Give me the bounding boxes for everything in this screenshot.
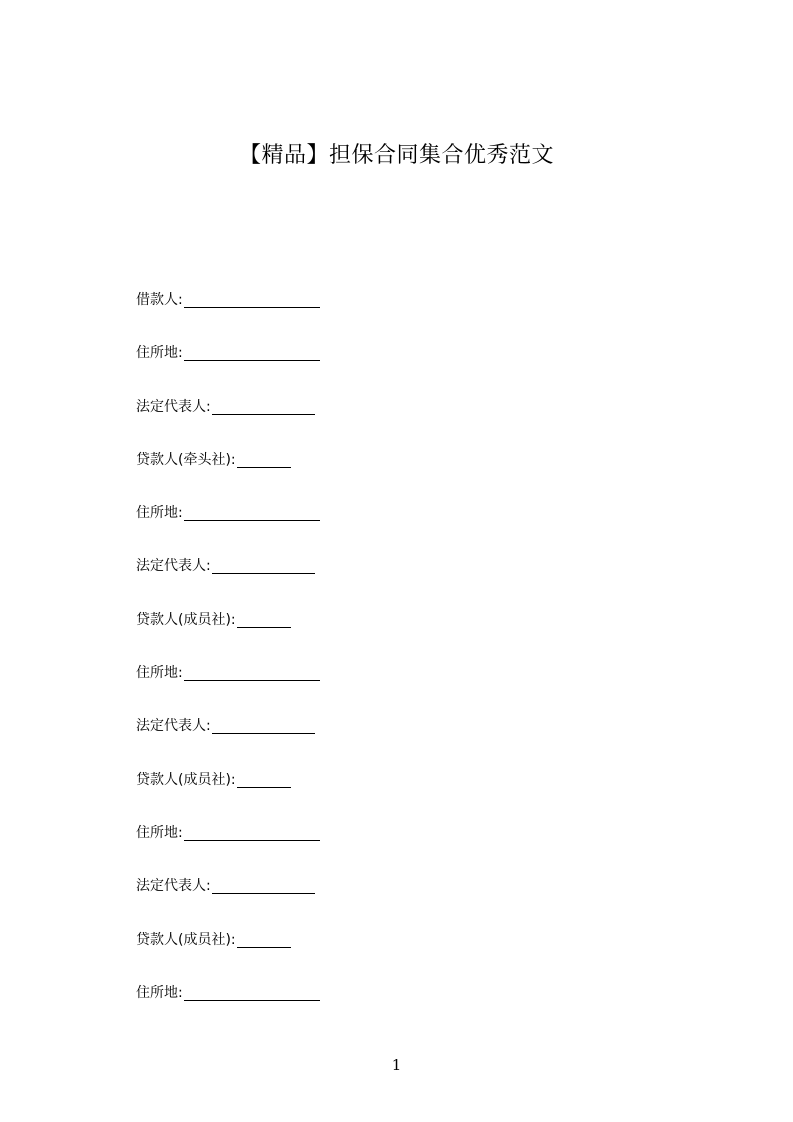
fill-in-blank [237,930,291,948]
field-lead-lender-representative [136,553,656,606]
field-member-lender-2-representative [136,873,656,926]
field-label: 贷款人(成员社): [136,931,236,948]
field-label: 贷款人(牵头社): [136,451,236,468]
field-member-lender-1 [136,607,656,660]
field-label: 住所地: [136,505,183,522]
field-label: 住所地: [136,984,183,1001]
fill-in-blank [237,770,291,788]
field-member-lender-2 [136,767,656,820]
fill-in-blank [184,343,320,361]
field-borrower-address [136,340,656,393]
fill-in-blank [184,983,320,1001]
field-label: 住所地: [136,824,183,841]
fill-in-blank [184,663,320,681]
field-member-lender-1-representative [136,713,656,766]
field-label: 贷款人(成员社): [136,771,236,788]
field-member-lender-1-address [136,660,656,713]
field-borrower-representative [136,394,656,447]
field-label: 法定代表人: [136,878,211,895]
field-lead-lender [136,447,656,500]
field-label: 住所地: [136,665,183,682]
fill-in-blank [212,397,315,415]
field-member-lender-2-address [136,820,656,873]
fill-in-blank [212,876,315,894]
fill-in-blank [184,290,320,308]
fill-in-blank [212,556,315,574]
field-label: 法定代表人: [136,558,211,575]
field-label: 法定代表人: [136,398,211,415]
fill-in-blank [237,450,291,468]
field-member-lender-3-address [136,980,656,1033]
document-title: 【精品】担保合同集合优秀范文 [238,143,554,168]
fill-in-blank [212,716,315,734]
page-number: 1 [391,1056,402,1074]
field-label: 借款人: [136,292,183,308]
fill-in-blank [184,503,320,521]
field-member-lender-3 [136,927,656,980]
field-borrower [136,287,656,340]
field-lead-lender-address [136,500,656,553]
field-label: 住所地: [136,345,183,362]
field-label: 贷款人(成员社): [136,611,236,628]
fill-in-blank [237,610,291,628]
field-label: 法定代表人: [136,718,211,735]
fill-in-blank [184,823,320,841]
party-fields [136,287,656,1033]
